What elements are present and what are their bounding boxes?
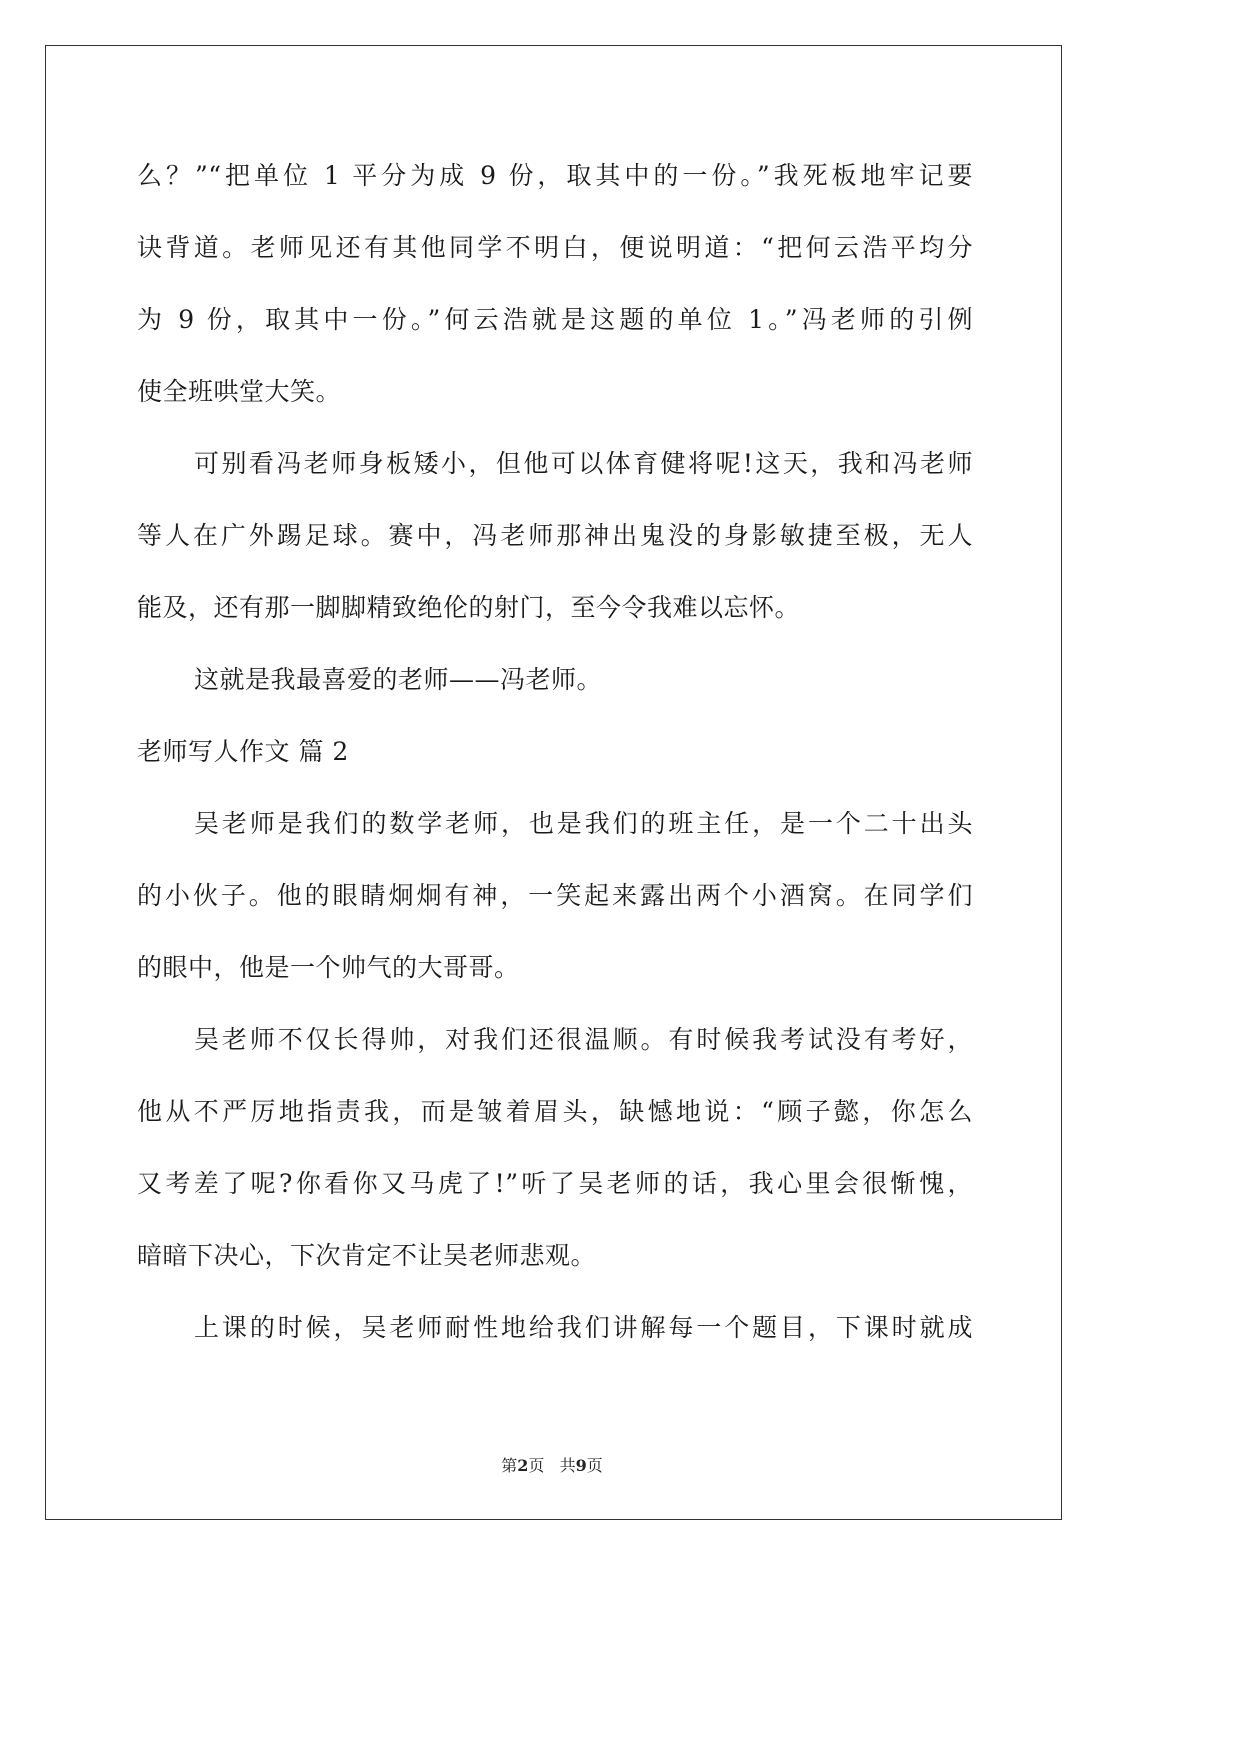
- text-line-10: 吴老师是我们的数学老师，也是我们的班主任，是一个二十出头: [194, 809, 973, 838]
- text-line-6: 等人在广外踢足球。赛中，冯老师那神出鬼没的身影敏捷至极，无人: [137, 521, 973, 550]
- footer-total-prefix: 共: [559, 1456, 576, 1475]
- footer-total-pages: 9: [575, 1456, 587, 1475]
- page-footer: [0, 1453, 1104, 1476]
- text-line-16: 暗暗下决心，下次肯定不让吴老师悲观。: [137, 1241, 597, 1270]
- text-line-4: 使全班哄堂大笑。: [137, 377, 342, 406]
- text-line-13: 吴老师不仅长得帅，对我们还很温顺。有时候我考试没有考好，: [194, 1025, 973, 1054]
- footer-page-prefix: 第: [501, 1456, 518, 1475]
- text-line-2: 诀背道。老师见还有其他同学不明白，便说明道：“把何云浩平均分: [137, 233, 973, 262]
- text-line-17: 上课的时候，吴老师耐性地给我们讲解每一个题目，下课时就成: [194, 1313, 973, 1342]
- text-line-12: 的眼中，他是一个帅气的大哥哥。: [137, 953, 520, 982]
- text-line-8: 这就是我最喜爱的老师——冯老师。: [194, 665, 603, 694]
- document-body: [137, 140, 973, 1364]
- text-line-1: 么？”“把单位 1 平分为成 9 份，取其中的一份。”我死板地牢记要: [137, 161, 973, 190]
- text-line-15: 又考差了呢?你看你又马虎了!”听了吴老师的话，我心里会很惭愧，: [137, 1169, 973, 1198]
- section-heading: 老师写人作文 篇 2: [137, 737, 349, 766]
- text-line-11: 的小伙子。他的眼睛炯炯有神，一笑起来露出两个小酒窝。在同学们: [137, 881, 973, 910]
- footer-page-suffix: 页: [528, 1456, 545, 1475]
- text-line-5: 可别看冯老师身板矮小，但他可以体育健将呢!这天，我和冯老师: [194, 449, 973, 478]
- text-line-14: 他从不严厉地指责我，而是皱着眉头，缺憾地说：“顾子懿，你怎么: [137, 1097, 973, 1126]
- text-line-7: 能及，还有那一脚脚精致绝伦的射门，至今令我难以忘怀。: [137, 593, 801, 622]
- text-line-3: 为 9 份，取其中一份。”何云浩就是这题的单位 1。”冯老师的引例: [137, 305, 973, 334]
- footer-page-number: 2: [517, 1456, 529, 1475]
- footer-total-suffix: 页: [586, 1456, 603, 1475]
